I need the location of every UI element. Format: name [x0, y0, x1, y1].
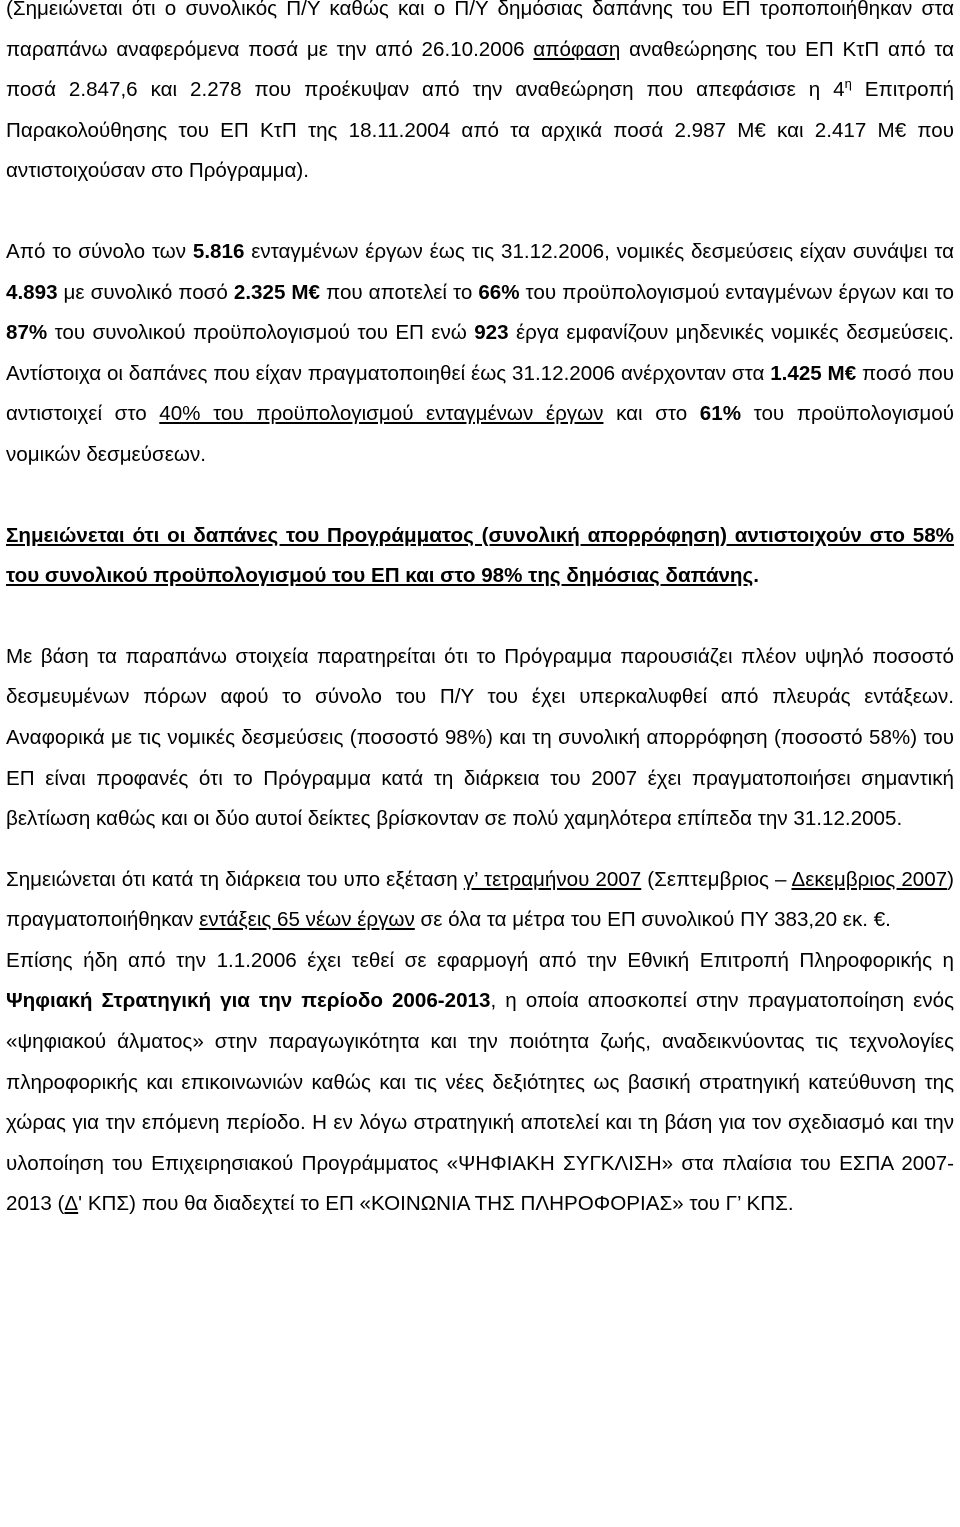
text: (Σεπτεμβριος – — [641, 867, 792, 891]
underlined-text: Δ — [64, 1192, 79, 1216]
text: ποσό που αντιστοιχεί στο — [6, 361, 954, 426]
text: του προϋπολογισμού νομικών δεσμεύσεων. — [6, 402, 954, 466]
paragraph-commitments — [6, 232, 954, 476]
text: που αποτελεί το — [320, 280, 479, 304]
text: Επιτροπή Παρακολούθησης του ΕΠ ΚτΠ της 18.11.2004 από τα αρχικά ποσά 2.987 Μ€ και 2.417 Μ€ που αντιστοιχούσαν στο Πρόγραμμα). — [6, 78, 954, 183]
bold-text: Ψηφιακή Στρατηγική για την περίοδο 2006-2013 — [6, 989, 491, 1013]
paragraph-digital-strategy — [6, 941, 954, 1225]
superscript: η — [844, 76, 852, 92]
paragraph-assessment — [6, 637, 954, 840]
text: Επίσης ήδη από την 1.1.2006 έχει τεθεί σε εφαρμογή από την Εθνική Επιτροπή Πληροφορικής η — [6, 948, 954, 972]
text: ενταγμένων έργων έως τις 31.12.2006, νομικές δεσμεύσεις είχαν συνάψει τα — [244, 239, 954, 263]
bold-number: 61% — [699, 402, 742, 426]
bold-number: 923 — [474, 321, 509, 345]
underlined-text: Δεκεμβριος 2007 — [791, 867, 948, 891]
text: έργα εμφανίζουν μηδενικές νομικές δεσμεύσεις. Αντίστοιχα οι δαπάνες που είχαν πραγματοποιηθεί έως 31.12.2006 ανέρχονταν στα — [6, 321, 954, 385]
text: ' ΚΠΣ) που θα διαδεχτεί το ΕΠ «ΚΟΙΝΩΝΙΑ ΤΗΣ ΠΛΗΡΟΦΟΡΙΑΣ» του Γ’ ΚΠΣ. — [78, 1192, 794, 1216]
bold-number: 66% — [478, 280, 520, 304]
bold-number: 1.425 Μ€ — [770, 361, 857, 385]
text: αναθεώρησης του ΕΠ ΚτΠ από τα ποσά 2.847,6 και 2.278 που προέκυψαν από την αναθεώρηση που απεφάσισε η 4 — [6, 37, 954, 102]
text: (Σημειώνεται ότι ο συνολικός Π/Υ καθώς και ο Π/Υ δημόσιας δαπάνης του ΕΠ τροποποιήθηκαν στα παραπάνω αναφερόμενα ποσά με την από 26.10.2006 — [6, 0, 954, 61]
underlined-text: απόφαση — [533, 37, 621, 61]
bold-underlined-text: Σημειώνεται ότι οι δαπάνες του Προγράμματος (συνολική απορρόφηση) αντιστοιχούν στο 58% του συνολικού προϋπολογισμού του ΕΠ και στο 98% της δημόσιας δαπάνης — [6, 523, 954, 588]
text: Από το σύνολο των — [6, 239, 193, 263]
bold-number: 4.893 — [6, 280, 58, 304]
bold-number: 87% — [6, 321, 48, 345]
paragraph-new-projects — [6, 860, 954, 941]
text: σε όλα τα μέτρα του ΕΠ συνολικού ΠΥ 383,20 εκ. €. — [414, 908, 891, 932]
text: Με βάση τα παραπάνω στοιχεία παρατηρείται ότι το Πρόγραμμα παρουσιάζει πλέον υψηλό ποσοστό δεσμευμένων πόρων αφού το σύνολο του Π/Υ του έχει υπερκαλυφθεί από πλευράς εντάξεων. Αναφορικά με τις νομικές δεσμεύσεις (ποσοστό 98%) και τη συνολική απορρόφηση (ποσοστό 58%) του ΕΠ είναι προφανές ότι το Πρόγραμμα κατά τη διάρκεια του 2007 έχει πραγματοποιήσει σημαντική βελτίωση καθώς και οι δύο αυτοί δείκτες βρίσκονταν σε πολύ χαμηλότερα επίπεδα την 31.12.2005. — [6, 644, 954, 831]
text: Σημειώνεται ότι κατά τη διάρκεια του υπο εξέταση — [6, 867, 464, 891]
text: με συνολικό ποσό — [57, 280, 234, 304]
underlined-text: 40% του προϋπολογισμού ενταγμένων έργων — [159, 402, 604, 426]
text: και στο — [603, 402, 700, 426]
document-page — [6, 0, 954, 1236]
bold-number: 2.325 Μ€ — [233, 280, 321, 304]
text: του προϋπολογισμού ενταγμένων έργων και το — [519, 280, 954, 304]
text: του συνολικού προϋπολογισμού του ΕΠ ενώ — [47, 321, 475, 345]
text: . — [753, 564, 759, 588]
underlined-text: γ’ τετραμήνου 2007 — [463, 867, 642, 891]
underlined-text: εντάξεις 65 νέων έργων — [199, 908, 415, 932]
paragraph-absorption-note — [6, 516, 954, 597]
bold-number: 5.816 — [192, 239, 245, 263]
text: , η οποία αποσκοπεί στην πραγματοποίηση ενός «ψηφιακού άλματος» στην παραγωγικότητα και την ποιότητα ζωής, αναδεικνύοντας τις τεχνολογίες πληροφορικής και επικοινωνιών καθώς και τις νέες δεξιότητες ως βασική στρατηγική κατεύθυνση της χώρας για την επόμενη περίοδο. Η εν λόγω στρατηγική αποτελεί και τη βάση για τον σχεδιασμό και την υλοποίηση του Επιχειρησιακού Προγράμματος «ΨΗΦΙΑΚΗ ΣΥΓΚΛΙΣΗ» στα πλαίσια του ΕΣΠΑ 2007-2013 ( — [6, 989, 954, 1216]
paragraph-note-budget-revision — [6, 0, 954, 192]
text: ) πραγματοποιήθηκαν — [6, 867, 954, 932]
